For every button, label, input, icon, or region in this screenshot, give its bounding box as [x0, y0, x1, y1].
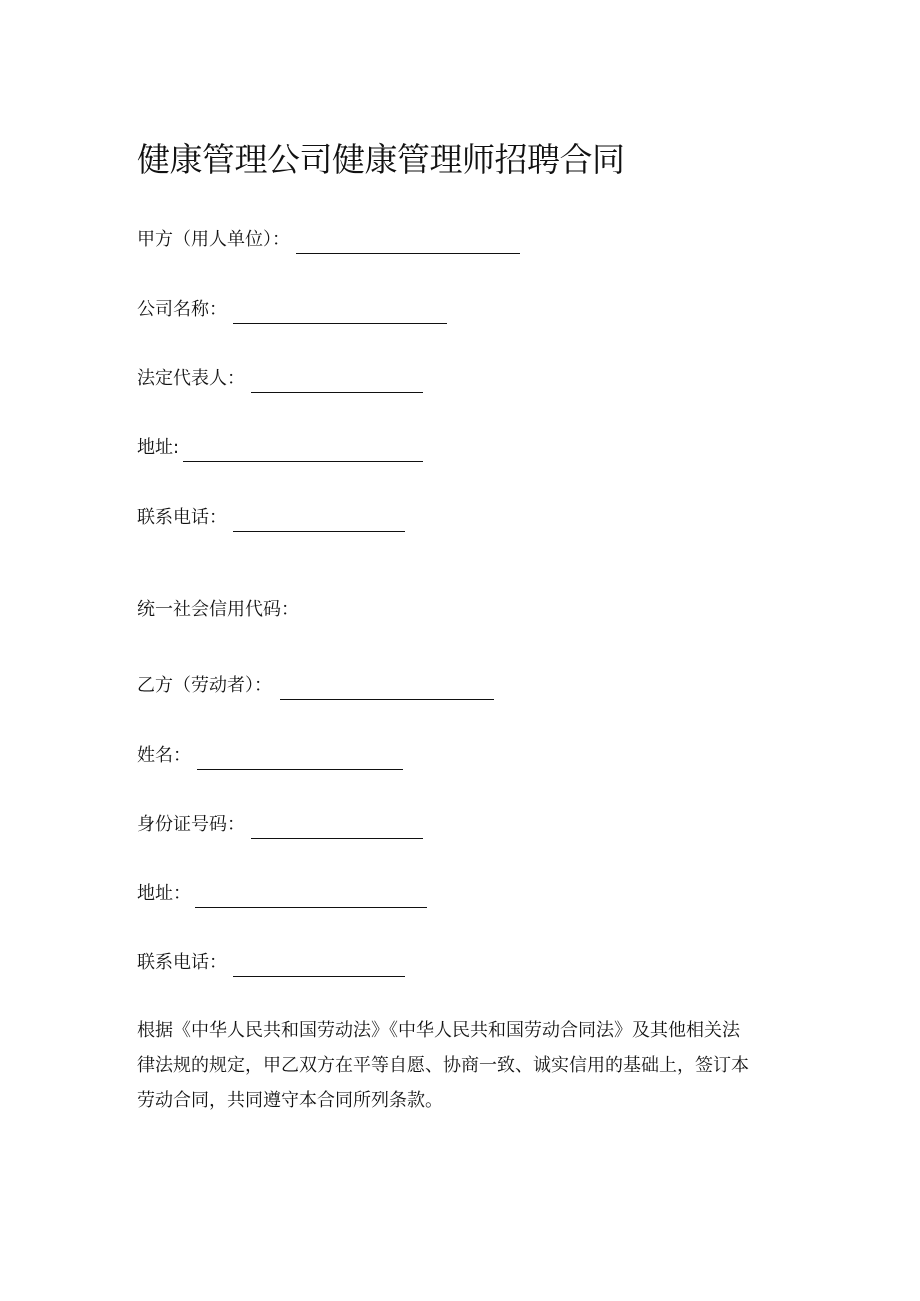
party-b-blank[interactable]	[280, 677, 494, 700]
party-a-blank[interactable]	[296, 231, 520, 254]
party-a-address-label: 地址:	[137, 437, 180, 458]
party-b-phone-label: 联系电话：	[137, 952, 227, 973]
party-a-phone-blank[interactable]	[233, 509, 405, 532]
credit-code-field	[137, 596, 299, 624]
party-b-header-label: 乙方（劳动者）：	[137, 675, 272, 696]
party-a-header-label: 甲方（用人单位）：	[137, 229, 290, 250]
preamble-paragraph	[137, 1013, 787, 1118]
legal-representative-field	[137, 365, 423, 393]
party-b-name-field	[137, 742, 403, 770]
legal-representative-label: 法定代表人：	[137, 368, 245, 389]
preamble-line: 律法规的规定，甲乙双方在平等自愿、协商一致、诚实信用的基础上，签订本	[137, 1055, 749, 1076]
company-name-blank[interactable]	[233, 301, 447, 324]
party-b-name-blank[interactable]	[197, 747, 403, 770]
document-title: 健康管理公司健康管理师招聘合同	[137, 140, 625, 179]
party-a-phone-field	[137, 504, 405, 532]
party-b-address-label: 地址：	[137, 883, 191, 904]
party-b-address-blank[interactable]	[195, 885, 427, 908]
party-b-address-field	[137, 880, 427, 908]
id-number-blank[interactable]	[251, 816, 423, 839]
preamble-line: 劳动合同，共同遵守本合同所列条款。	[137, 1090, 443, 1111]
party-b-header-field	[137, 672, 494, 700]
party-b-phone-blank[interactable]	[233, 954, 405, 977]
party-a-address-field	[137, 434, 423, 462]
party-b-name-label: 姓名：	[137, 745, 191, 766]
party-a-phone-label: 联系电话：	[137, 507, 227, 528]
id-number-label: 身份证号码：	[137, 814, 245, 835]
party-b-phone-field	[137, 949, 405, 977]
company-name-label: 公司名称：	[137, 299, 227, 320]
preamble-line: 根据《中华人民共和国劳动法》《中华人民共和国劳动合同法》及其他相关法	[137, 1020, 740, 1041]
legal-representative-blank[interactable]	[251, 370, 423, 393]
party-a-address-blank[interactable]	[183, 439, 423, 462]
credit-code-label: 统一社会信用代码：	[137, 599, 299, 620]
party-a-header-field	[137, 226, 520, 254]
id-number-field	[137, 811, 423, 839]
company-name-field	[137, 296, 447, 324]
